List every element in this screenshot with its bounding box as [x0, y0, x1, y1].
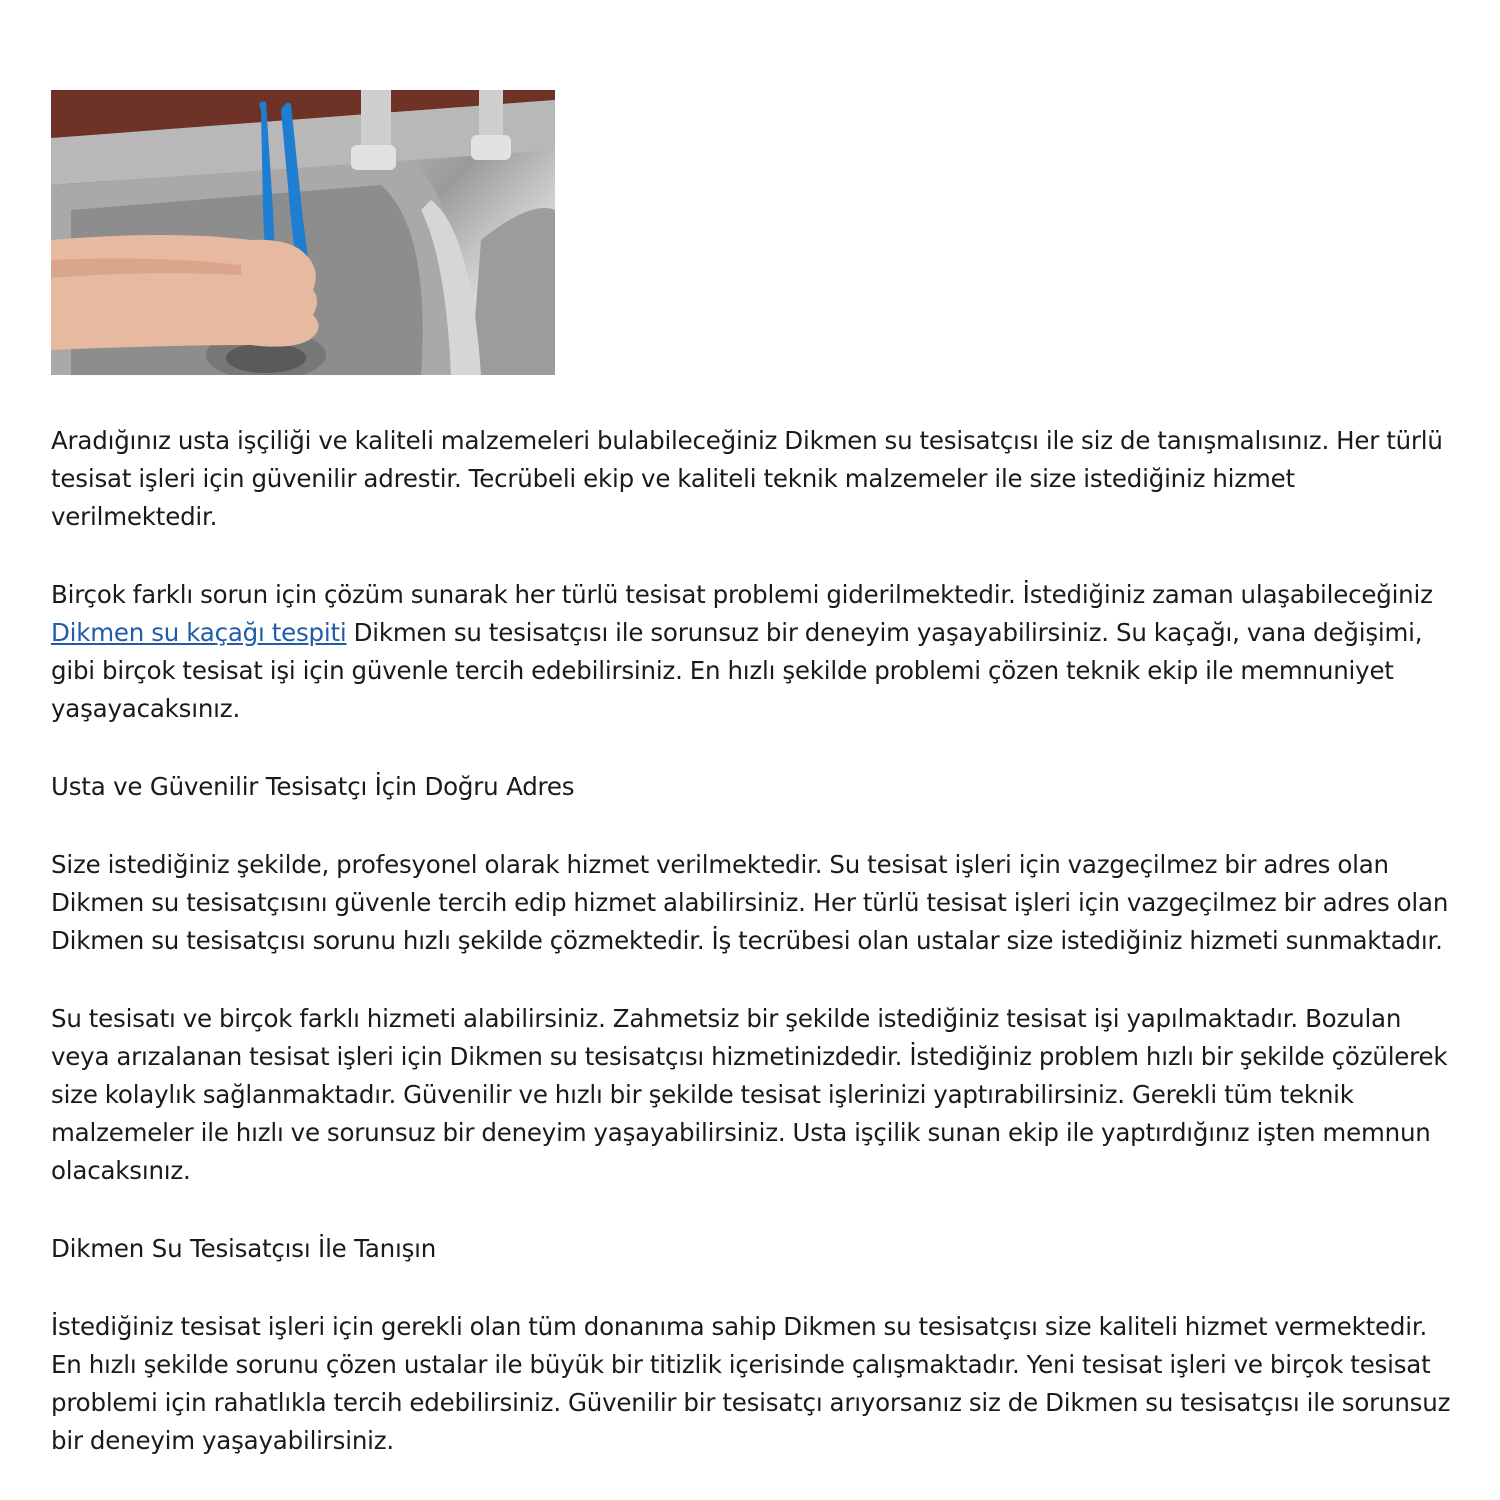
services-text-after-link: Dikmen su tesisatçısı ile sorunsuz bir deneyim yaşayabilirsiniz. Su kaçağı, vana değişimi, gibi birçok tesisat işi için güvenle tercih edebilirsiniz. En hızlı şekilde problemi çözen teknik ekip ile memnuniyet yaşayacaksınız.: [51, 618, 1423, 723]
professional-service-paragraph: Size istediğiniz şekilde, profesyonel olarak hizmet verilmektedir. Su tesisat işleri için vazgeçilmez bir adres olan Dikmen su tesisatçısını güvenle tercih edip hizmet alabilirsiniz. Her türlü tesisat işleri için vazgeçilmez bir adres olan Dikmen su tesisatçısı sorunu hızlı şekilde çözmektedir. İş tecrübesi olan ustalar size istediğiniz hizmeti sunmaktadır.: [51, 850, 1449, 955]
article-content: [51, 90, 1451, 1460]
plumber-pliers-sink-photo-icon: [51, 90, 555, 375]
services-text-before-link: Birçok farklı sorun için çözüm sunarak her türlü tesisat problemi giderilmektedir. İstediğiniz zaman ulaşabileceğiniz: [51, 580, 1433, 609]
leak-detection-link[interactable]: Dikmen su kaçağı tespiti: [51, 618, 347, 647]
sink-pliers-photo: [51, 90, 555, 375]
plumbing-services-paragraph: Su tesisatı ve birçok farklı hizmeti alabilirsiniz. Zahmetsiz bir şekilde istediğiniz tesisat işi yapılmaktadır. Bozulan veya arızalanan tesisat işleri için Dikmen su tesisatçısı hizmetinizdedir. İstediğiniz problem hızlı bir şekilde çözülerek size kolaylık sağlanmaktadır. Güvenilir ve hızlı bir şekilde tesisat işlerinizi yaptırabilirsiniz. Gerekli tüm teknik malzemeler ile hızlı ve sorunsuz bir deneyim yaşayabilirsiniz. Usta işçilik sunan ekip ile yaptırdığınız işten memnun olacaksınız.: [51, 1004, 1448, 1185]
section-heading-trusted-plumber: Usta ve Güvenilir Tesisatçı İçin Doğru Adres: [51, 772, 575, 801]
section-heading-meet-plumber: Dikmen Su Tesisatçısı İle Tanışın: [51, 1234, 437, 1263]
intro-paragraph: Aradığınız usta işçiliği ve kaliteli malzemeleri bulabileceğiniz Dikmen su tesisatçısı ile siz de tanışmalısınız. Her türlü tesisat işleri için güvenilir adrestir. Tecrübeli ekip ve kaliteli teknik malzemeler ile size istediğiniz hizmet verilmektedir.: [51, 426, 1443, 531]
services-paragraph: [51, 576, 1451, 728]
closing-paragraph: İstediğiniz tesisat işleri için gerekli olan tüm donanıma sahip Dikmen su tesisatçısı size kaliteli hizmet vermektedir. En hızlı şekilde sorunu çözen ustalar ile büyük bir titizlik içerisinde çalışmaktadır. Yeni tesisat işleri ve birçok tesisat problemi için rahatlıkla tercih edebilirsiniz. Güvenilir bir tesisatçı arıyorsanız siz de Dikmen su tesisatçısı ile sorunsuz bir deneyim yaşayabilirsiniz.: [51, 1312, 1451, 1455]
